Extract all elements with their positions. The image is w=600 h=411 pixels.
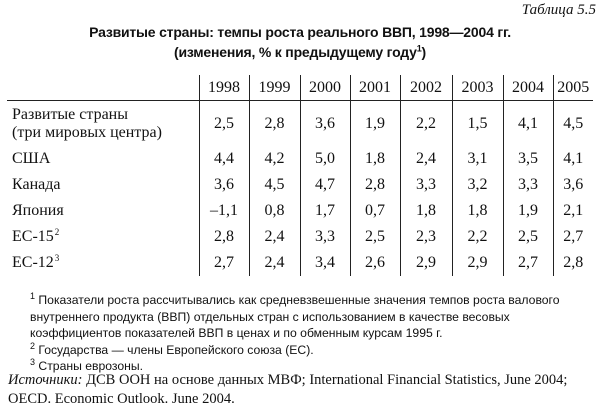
table-cell: 3,3	[300, 224, 350, 250]
footnote-mark: 1	[30, 290, 36, 301]
row-label	[7, 224, 199, 250]
table-cell: 2,2	[400, 101, 452, 147]
table-cell: 4,5	[249, 172, 300, 198]
table-row	[7, 172, 593, 198]
table-cell: 1,8	[400, 198, 452, 224]
row-label	[7, 146, 199, 172]
table-cell: –1,1	[199, 198, 249, 224]
table-cell: 3,6	[553, 172, 593, 198]
table-row	[7, 101, 593, 147]
table-cell: 4,7	[300, 172, 350, 198]
header-row	[7, 75, 593, 101]
row-label-text: Канада	[12, 176, 61, 193]
sources-text: ДСВ ООН на основе данных МВФ; International Financial Statistics, June 2004; OECD. Economic Outlook. June 2004.	[8, 372, 568, 407]
table-cell: 4,4	[199, 146, 249, 172]
table-cell: 0,8	[249, 198, 300, 224]
row-footnote-mark: 2	[54, 227, 60, 237]
table-cell: 2,8	[199, 224, 249, 250]
table-cell: 2,9	[400, 250, 452, 276]
table-cell: 3,6	[199, 172, 249, 198]
table-cell: 4,5	[553, 101, 593, 147]
column-header-2002: 2002	[400, 75, 452, 101]
table-cell: 4,1	[503, 101, 553, 147]
table-subtitle	[0, 44, 600, 60]
footnote-text: Страны еврозоны.	[38, 359, 143, 373]
table-title: Развитые страны: темпы роста реального ВВП, 1998—2004 гг.	[89, 24, 511, 40]
column-header-2005: 2005	[553, 75, 593, 101]
table-cell: 2,4	[249, 250, 300, 276]
subtitle-footnote-mark: 1	[416, 43, 422, 54]
table-cell: 3,2	[452, 172, 503, 198]
table-cell: 0,7	[350, 198, 400, 224]
table-cell: 2,2	[452, 224, 503, 250]
table-cell: 2,5	[503, 224, 553, 250]
table-cell: 3,6	[300, 101, 350, 147]
table-cell: 1,8	[452, 198, 503, 224]
row-label-text: США	[12, 150, 51, 167]
column-header-1999: 1999	[249, 75, 300, 101]
row-footnote-mark: 3	[54, 253, 60, 263]
row-label-subtext: (три мировых центра)	[12, 123, 162, 141]
footnote	[30, 292, 596, 342]
sources	[8, 371, 598, 409]
table-cell: 2,7	[553, 224, 593, 250]
table-cell: 2,6	[350, 250, 400, 276]
footnote	[30, 342, 596, 359]
table-cell: 2,8	[249, 101, 300, 147]
table-cell: 2,5	[350, 224, 400, 250]
table-cell: 3,1	[452, 146, 503, 172]
table-cell: 2,7	[503, 250, 553, 276]
table-cell: 3,3	[400, 172, 452, 198]
table-cell: 2,9	[452, 250, 503, 276]
table-row	[7, 224, 593, 250]
table-cell: 2,8	[553, 250, 593, 276]
table-cell: 5,0	[300, 146, 350, 172]
row-label-text: ЕС-15	[12, 228, 54, 245]
column-header-2000: 2000	[300, 75, 350, 101]
table-row	[7, 198, 593, 224]
gdp-growth-table	[7, 75, 593, 276]
row-label	[7, 101, 199, 147]
table-cell: 4,1	[553, 146, 593, 172]
header-corner	[7, 75, 199, 101]
table-cell: 1,9	[503, 198, 553, 224]
table-cell: 3,3	[503, 172, 553, 198]
row-label-text: Развитые страны	[12, 105, 128, 123]
table-cell: 2,5	[199, 101, 249, 147]
row-label-text: ЕС-12	[12, 254, 54, 271]
table-cell: 4,2	[249, 146, 300, 172]
table-cell: 2,1	[553, 198, 593, 224]
table-cell: 1,7	[300, 198, 350, 224]
table-subtitle-text: (изменения, % к предыдущему году	[174, 44, 417, 60]
table-cell: 1,5	[452, 101, 503, 147]
column-header-1998: 1998	[199, 75, 249, 101]
footnote-mark: 3	[30, 356, 36, 367]
table-subtitle-end: )	[421, 44, 426, 60]
table-cell: 1,8	[350, 146, 400, 172]
table-cell: 3,4	[300, 250, 350, 276]
table-cell: 2,4	[400, 146, 452, 172]
row-label-text: Япония	[12, 202, 64, 219]
row-label	[7, 250, 199, 276]
table-row	[7, 146, 593, 172]
table-cell: 2,3	[400, 224, 452, 250]
table-number: Таблица 5.5	[521, 2, 596, 18]
row-label	[7, 172, 199, 198]
table-cell: 1,9	[350, 101, 400, 147]
footnote-text: Государства — члены Европейского союза (ЕС).	[38, 342, 314, 357]
column-header-2004: 2004	[503, 75, 553, 101]
sources-label: Источники:	[8, 372, 83, 388]
table-cell: 2,8	[350, 172, 400, 198]
column-header-2003: 2003	[452, 75, 503, 101]
footnotes	[30, 292, 596, 375]
table-cell: 3,5	[503, 146, 553, 172]
footnote-mark: 2	[30, 340, 36, 351]
table-cell: 2,7	[199, 250, 249, 276]
row-label	[7, 198, 199, 224]
column-header-2001: 2001	[350, 75, 400, 101]
table-cell: 2,4	[249, 224, 300, 250]
table-row	[7, 250, 593, 276]
footnote-text: Показатели роста рассчитывались как средневзвешенные значения темпов роста валового внутреннего продукта (ВВП) отдельных стран с использованием в качестве весовых коэффициентов показателей ВВП в ценах и по обменным курсам 1995 г.	[30, 293, 560, 340]
